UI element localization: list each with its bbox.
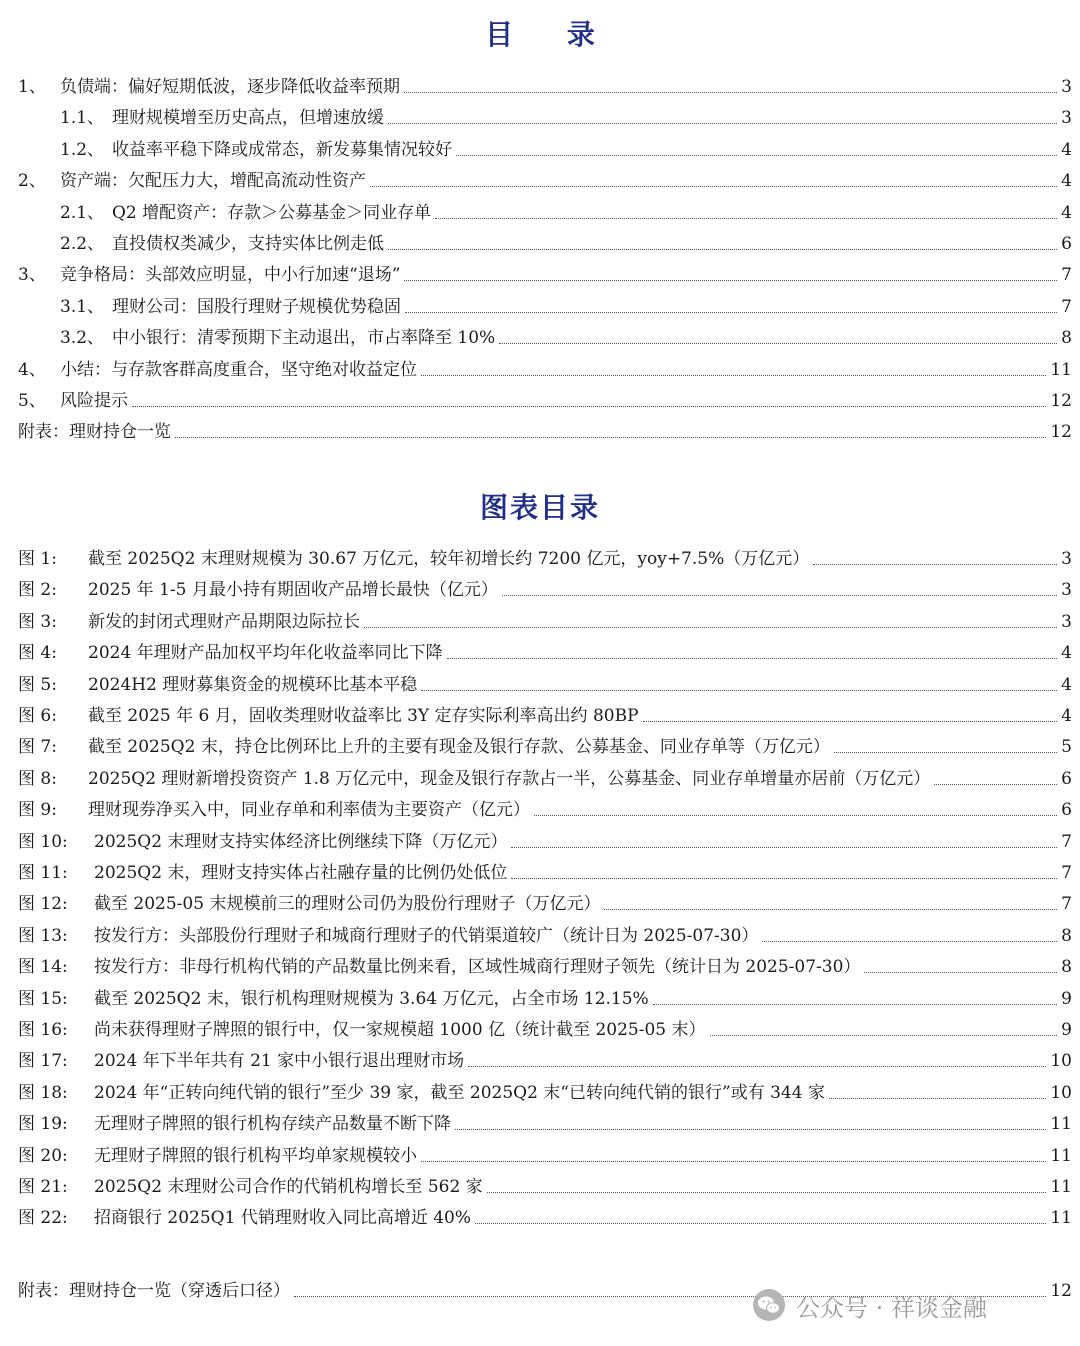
figure-entry[interactable]: [18, 634, 1072, 664]
leader-dots: [455, 1128, 1046, 1130]
figure-entry-text: 截至 2025Q2 末理财规模为 30.67 万亿元，较年初增长约 7200 亿元，yoy+7.5%（万亿元）: [88, 549, 810, 569]
leader-dots: [435, 217, 1057, 219]
figure-entry-page: 11: [1050, 1145, 1072, 1166]
figure-entry-page: 4: [1061, 674, 1072, 695]
leader-dots: [421, 689, 1057, 691]
figure-entry-text: 2025Q2 末理财支持实体经济比例继续下降（万亿元）: [94, 831, 508, 852]
leader-dots: [364, 626, 1057, 628]
figure-entry[interactable]: [18, 854, 1072, 884]
figure-entry-number: 图 18:: [18, 1082, 68, 1103]
toc-entry-text: 竞争格局：头部效应明显，中小行加速“退场”: [60, 265, 401, 286]
wechat-icon: [752, 1288, 786, 1322]
toc-entry-number: 3.2、: [60, 328, 105, 349]
toc-entry-text: 收益率平稳下降或成常态，新发募集情况较好: [112, 139, 452, 160]
figure-entry[interactable]: [18, 760, 1072, 790]
figure-entry-text: 尚未获得理财子牌照的银行中，仅一家规模超 1000 亿（统计截至 2025-05 末）: [94, 1020, 706, 1040]
figure-entry-text: 截至 2025-05 末规模前三的理财公司仍为股份行理财子（万亿元）: [94, 894, 601, 915]
figure-entry[interactable]: [18, 728, 1072, 758]
toc-entry-page: 7: [1061, 265, 1072, 286]
leader-dots: [511, 877, 1057, 879]
figure-entry-text: 截至 2025Q2 末，持仓比例环比上升的主要有现金及银行存款、公募基金、同业存单等（万亿元）: [88, 737, 830, 758]
figure-entry[interactable]: [18, 571, 1072, 601]
figure-entry-text: 2024 年下半年共有 21 家中小银行退出理财市场: [94, 1051, 465, 1072]
toc-entry-text: 小结：与存款客群高度重合，坚守绝对收益定位: [60, 359, 417, 380]
figure-entry-page: 6: [1061, 768, 1072, 789]
leader-dots: [829, 1097, 1046, 1099]
figure-entry-page: 6: [1061, 800, 1072, 821]
figure-entry-page: 10: [1050, 1051, 1072, 1072]
figure-entry-page: 7: [1061, 894, 1072, 915]
toc-entry[interactable]: [18, 68, 1072, 98]
toc-entry-number: 5、: [18, 391, 46, 411]
toc-entry-number: 1、: [18, 77, 46, 97]
figure-entry-page: 11: [1050, 1114, 1072, 1135]
figure-entry[interactable]: [18, 697, 1072, 727]
leader-dots: [864, 971, 1057, 973]
toc-title: 目 录: [485, 18, 617, 51]
toc-entry-page: 4: [1061, 139, 1072, 160]
figure-entry[interactable]: [18, 791, 1072, 821]
toc-entry-page: 12: [1050, 391, 1072, 411]
toc-entry-number: 2.2、: [60, 234, 105, 254]
toc-entry-number: 1.2、: [60, 139, 105, 160]
figure-entry-page: 3: [1061, 549, 1072, 569]
figure-entry-page: 9: [1061, 1020, 1072, 1040]
figure-entry-number: 图 17:: [18, 1051, 68, 1072]
figure-entry-number: 图 6:: [18, 706, 57, 726]
toc-entry-number: 2、: [18, 171, 46, 192]
figure-entry-number: 图 16:: [18, 1020, 68, 1040]
figure-entry-page: 9: [1061, 988, 1072, 1009]
figure-entry[interactable]: [18, 1042, 1072, 1072]
leader-dots: [388, 248, 1057, 250]
toc-entry[interactable]: [60, 288, 1072, 318]
figure-entry-page: 7: [1061, 863, 1072, 883]
figure-entry-number: 图 5:: [18, 674, 57, 695]
leader-dots: [934, 783, 1057, 785]
leader-dots: [132, 405, 1046, 407]
figure-entry-text: 截至 2025 年 6 月，固收类理财收益率比 3Y 定存实际利率高出约 80BP: [88, 706, 639, 726]
figure-entry-number: 图 11:: [18, 863, 68, 883]
toc-entry-page: 4: [1061, 202, 1072, 223]
leader-dots: [762, 940, 1057, 942]
figure-entry-text: 2025 年 1-5 月最小持有期固收产品增长最快（亿元）: [88, 580, 498, 601]
toc-entry-page: 3: [1061, 77, 1072, 97]
toc-entry-text: 理财公司：国股行理财子规模优势稳固: [112, 296, 401, 317]
figure-entry-number: 图 22:: [18, 1208, 68, 1229]
toc-entry-text: 理财规模增至历史高点，但增速放缓: [112, 108, 384, 129]
figure-entry[interactable]: [18, 1199, 1072, 1229]
figure-entry-number: 图 20:: [18, 1145, 68, 1166]
appendix-page: 12: [1050, 1281, 1072, 1301]
figure-entry-text: 无理财子牌照的银行机构存续产品数量不断下降: [94, 1114, 451, 1135]
leader-dots: [502, 594, 1057, 596]
figure-entry[interactable]: [18, 1011, 1072, 1041]
toc-entry-text: 负债端：偏好短期低波，逐步降低收益率预期: [60, 77, 400, 97]
figure-entry-text: 2024 年“正转向纯代销的银行”至少 39 家，截至 2025Q2 末“已转向纯代销的银行”或有 344 家: [94, 1082, 825, 1103]
leader-dots: [487, 1191, 1047, 1193]
figure-entry-number: 图 2:: [18, 580, 57, 601]
leader-dots: [456, 154, 1057, 156]
toc-entry-page: 7: [1061, 296, 1072, 317]
figure-entry-page: 3: [1061, 580, 1072, 601]
figure-entry-number: 图 10:: [18, 831, 68, 852]
figure-entry[interactable]: [18, 666, 1072, 696]
leader-dots: [447, 657, 1058, 659]
toc-entry-page: 12: [1050, 422, 1072, 443]
figure-entry-number: 图 14:: [18, 957, 68, 978]
toc-entry-number: 3、: [18, 265, 46, 286]
watermark-text: 公众号 · 祥谈金融: [796, 1293, 987, 1322]
figure-entry-text: 无理财子牌照的银行机构平均单家规模较小: [94, 1145, 417, 1166]
figure-entry-number: 图 7:: [18, 737, 57, 758]
figure-entry-page: 10: [1050, 1082, 1072, 1103]
toc-entry-text: 直投债权类减少，支持实体比例走低: [112, 234, 384, 254]
figure-entry-number: 图 19:: [18, 1114, 68, 1135]
leader-dots: [468, 1065, 1046, 1067]
figure-entry[interactable]: [18, 1137, 1072, 1167]
leader-dots: [834, 751, 1057, 753]
figure-entry-text: 2025Q2 理财新增投资资产 1.8 万亿元中，现金及银行存款占一半，公募基金、同业存单增量亦居前（万亿元）: [88, 768, 931, 789]
leader-dots: [534, 814, 1057, 816]
figure-entry[interactable]: [18, 885, 1072, 915]
figure-entry-number: 图 9:: [18, 800, 57, 821]
leader-dots: [405, 311, 1057, 313]
toc-entry-page: 8: [1061, 328, 1072, 349]
figure-entry-number: 图 3:: [18, 611, 57, 632]
leader-dots: [421, 374, 1046, 376]
figure-entry-text: 2025Q2 末理财公司合作的代销机构增长至 562 家: [94, 1177, 483, 1197]
toc-entry[interactable]: [60, 225, 1072, 255]
figure-entry-page: 8: [1061, 957, 1072, 978]
figure-entry-page: 5: [1061, 737, 1072, 758]
toc-entry[interactable]: [18, 382, 1072, 412]
toc-entry-page: 6: [1061, 234, 1072, 254]
leader-dots: [643, 720, 1058, 722]
figure-entry-number: 图 13:: [18, 925, 68, 946]
toc-entry-text: 中小银行：清零预期下主动退出，市占率降至 10%: [112, 328, 496, 349]
figure-entry-page: 4: [1061, 643, 1072, 664]
figure-entry-number: 图 8:: [18, 768, 57, 789]
figure-entry-number: 图 12:: [18, 894, 68, 915]
toc-entry[interactable]: [18, 256, 1072, 286]
figure-entry-text: 新发的封闭式理财产品期限边际拉长: [88, 611, 360, 632]
toc-entry-number: 4、: [18, 359, 46, 380]
figure-entry-number: 图 15:: [18, 988, 68, 1009]
figure-entry-text: 截至 2025Q2 末，银行机构理财规模为 3.64 万亿元，占全市场 12.15%: [94, 988, 649, 1009]
figure-entry-number: 图 4:: [18, 643, 57, 664]
watermark: [752, 1285, 987, 1325]
toc-entry-page: 4: [1061, 171, 1072, 192]
figure-entry-page: 7: [1061, 831, 1072, 852]
toc-entry-text: 资产端：欠配压力大，增配高流动性资产: [60, 171, 366, 192]
figure-entry-page: 8: [1061, 925, 1072, 946]
figure-entry-text: 2024 年理财产品加权平均年化收益率同比下降: [88, 643, 443, 664]
figure-entry-text: 理财现券净买入中，同业存单和利率债为主要资产（亿元）: [88, 800, 530, 821]
leader-dots: [653, 1003, 1057, 1005]
figure-entry[interactable]: [18, 603, 1072, 633]
figure-entry-text: 按发行方：非母行机构代销的产品数量比例来看，区域性城商行理财子领先（统计日为 2025-07-30）: [94, 957, 861, 978]
figure-entry[interactable]: [18, 540, 1072, 570]
toc-entry-text: Q2 增配资产：存款＞公募基金＞同业存单: [112, 202, 432, 223]
figure-entry-page: 4: [1061, 706, 1072, 726]
leader-dots: [475, 1222, 1046, 1224]
toc-entry[interactable]: [60, 99, 1072, 129]
leader-dots: [813, 563, 1057, 565]
toc-entry[interactable]: [60, 131, 1072, 161]
figure-entry-text: 2024H2 理财募集资金的规模环比基本平稳: [88, 674, 418, 695]
figure-entry[interactable]: [18, 1168, 1072, 1198]
leader-dots: [404, 91, 1057, 93]
figure-entry-text: 2025Q2 末，理财支持实体占社融存量的比例仍处低位: [94, 863, 508, 883]
leader-dots: [511, 846, 1057, 848]
leader-dots: [604, 908, 1057, 910]
figure-entry[interactable]: [18, 980, 1072, 1010]
leader-dots: [175, 436, 1046, 438]
toc-entry-number: 3.1、: [60, 296, 105, 317]
figure-entry-page: 11: [1050, 1177, 1072, 1197]
figure-entry[interactable]: [18, 948, 1072, 978]
figure-entry-number: 图 1:: [18, 549, 57, 569]
figure-entry-number: 图 21:: [18, 1177, 68, 1197]
toc-entry-number: 1.1、: [60, 108, 105, 129]
leader-dots: [370, 185, 1057, 187]
leader-dots: [710, 1034, 1058, 1036]
toc-entry[interactable]: [60, 194, 1072, 224]
figure-entry[interactable]: [18, 823, 1072, 853]
figure-entry-page: 11: [1050, 1208, 1072, 1229]
toc-entry-number: 2.1、: [60, 202, 105, 223]
figure-list-title: 图表目录: [479, 491, 600, 524]
toc-entry[interactable]: [18, 351, 1072, 381]
leader-dots: [499, 342, 1057, 344]
figure-entry[interactable]: [18, 917, 1072, 947]
toc-entry-text: 风险提示: [60, 391, 128, 411]
leader-dots: [421, 1160, 1046, 1162]
figure-entry[interactable]: [18, 1105, 1072, 1135]
leader-dots: [404, 279, 1057, 281]
toc-entry[interactable]: [60, 319, 1072, 349]
toc-entry[interactable]: [18, 413, 1072, 443]
figure-entry-text: 按发行方：头部股份行理财子和城商行理财子的代销渠道较广（统计日为 2025-07-30）: [94, 925, 759, 946]
toc-entry-page: 3: [1061, 108, 1072, 129]
appendix-text: 附表：理财持仓一览（穿透后口径）: [18, 1281, 290, 1301]
figure-entry[interactable]: [18, 1074, 1072, 1104]
toc-entry-page: 11: [1050, 359, 1072, 380]
toc-entry-text: 附表：理财持仓一览: [18, 422, 171, 443]
figure-entry-page: 3: [1061, 611, 1072, 632]
leader-dots: [388, 122, 1057, 124]
toc-entry[interactable]: [18, 162, 1072, 192]
figure-entry-text: 招商银行 2025Q1 代销理财收入同比高增近 40%: [94, 1208, 472, 1229]
